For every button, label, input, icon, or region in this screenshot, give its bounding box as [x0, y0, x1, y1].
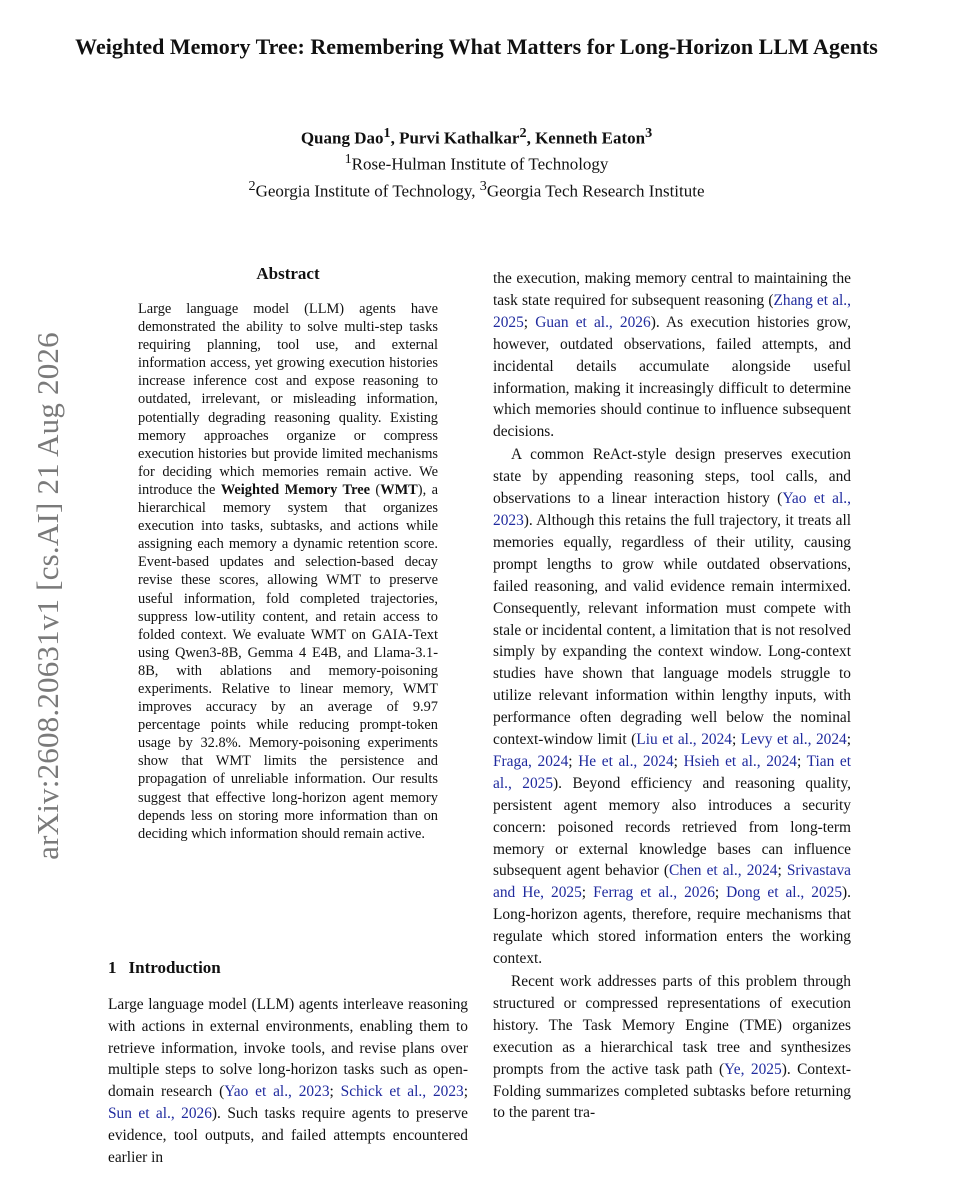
- text-run: ;: [673, 752, 684, 770]
- text-run: ). Long-horizon agents, therefore, require mechanisms that regulate which stored information enters the working context.: [493, 884, 852, 968]
- text-run: A common ReAct-style design preserves execution state by appending reasoning steps, tool calls, and observations to a linear interaction history (: [493, 446, 851, 508]
- text-run: ;: [777, 862, 787, 880]
- citation-link[interactable]: Yao et al., 2023: [224, 1083, 330, 1101]
- citation-link[interactable]: Zhang et al., 2025: [493, 291, 851, 331]
- citation-link[interactable]: Ferrag et al., 2026: [593, 884, 715, 902]
- author-affiliation-marker: 2: [519, 125, 527, 141]
- affiliation-line: [60, 150, 893, 176]
- text-run: ;: [714, 884, 727, 902]
- affiliation-marker: 2: [248, 177, 256, 194]
- body-paragraph: [493, 268, 851, 443]
- citation-link[interactable]: Guan et al., 2026: [535, 313, 651, 331]
- affiliation-text: Georgia Institute of Technology,: [255, 181, 480, 201]
- text-run: ). As execution histories grow, however, outdated observations, failed attempts, and incidental details accumulate alongside useful information, making it increasingly difficult to determine which memories should continue to influence subsequent decisions.: [493, 313, 851, 441]
- affiliation-text: Georgia Tech Research Institute: [486, 181, 705, 201]
- text-run: ;: [731, 731, 741, 749]
- text-run: Recent work addresses parts of this problem through structured or compressed representations of execution history. The Task Memory Engine (TME) organizes execution as a hierarchical task tree and synthesizes prompts from the active task path (: [493, 973, 851, 1078]
- text-run: ;: [463, 1083, 469, 1101]
- introduction-paragraph: [108, 994, 468, 1168]
- author-name: Quang Dao: [300, 128, 384, 148]
- text-run: Large language model (LLM) agents interleave reasoning with actions in external environments, enabling them to retrieve information, invoke tools, and revise plans over multiple steps to solve long-horizon tasks such as open-domain research (: [108, 996, 468, 1101]
- text-run: ). Such tasks require agents to preserve evidence, tool outputs, and failed attempts encountered earlier in: [108, 1104, 468, 1166]
- affiliation-text: Rose-Hulman Institute of Technology: [351, 154, 609, 174]
- section-title: Introduction: [128, 958, 221, 977]
- introduction-section: [108, 958, 468, 1168]
- author-name: Kenneth Eaton: [535, 128, 646, 148]
- author-block: [60, 124, 893, 203]
- citation-link[interactable]: Ye, 2025: [724, 1060, 782, 1078]
- arxiv-identifier-stamp: arXiv:2608.20631v1 [cs.AI] 21 Aug 2026: [30, 332, 65, 860]
- abstract-text: [138, 300, 438, 843]
- author-affiliation-marker: 3: [645, 125, 653, 141]
- citation-link[interactable]: Yao et al., 2023: [493, 490, 851, 529]
- abstract-heading: Abstract: [256, 264, 320, 283]
- abstract-section: [138, 264, 438, 843]
- text-run: ;: [797, 752, 807, 770]
- citation-link[interactable]: Dong et al., 2025: [726, 884, 843, 902]
- text-run: ). Beyond efficiency and reasoning quality, persistent agent memory also introduces a security concern: poisoned records retrieved from long-term memory or external knowledge bases can influence subsequent agent behavior (: [493, 774, 851, 880]
- citation-link[interactable]: Tian et al., 2025: [493, 752, 852, 792]
- citation-link[interactable]: He et al., 2024: [578, 752, 674, 770]
- body-paragraph: [493, 971, 851, 1124]
- text-run: ), a hierarchical memory system that organizes execution into tasks, subtasks, and actions while assigning each memory a dynamic retention score. Event-based updates and selection-based decay revise these scores, allowing WMT to preserve useful information, fold completed trajectories, suppress low-utility content, and retain access to folded context. We evaluate WMT on GAIA-Text using Qwen3-8B, Gemma 4 E4B, and Llama-3.1-8B, with ablations and memory-poisoning experiments. Relative to linear memory, WMT improves accuracy by an average of 9.97 percentage points while reducing prompt-token usage by 32.8%. Memory-poisoning experiments show that WMT limits the persistence and propagation of unreliable information. Our results suggest that effective long-horizon agent memory depends less on storing more information than on deciding which information should remain active.: [138, 481, 438, 842]
- paper-title: Weighted Memory Tree: Remembering What Matters for Long-Horizon LLM Agents: [75, 34, 878, 59]
- right-column: [493, 268, 851, 1125]
- text-run: (: [369, 481, 381, 498]
- citation-link[interactable]: Levy et al., 2024: [740, 731, 847, 749]
- bold-term: Weighted Memory Tree: [220, 481, 370, 498]
- citation-link[interactable]: Chen et al., 2024: [669, 862, 778, 880]
- text-run: ). Context-Folding summarizes completed subtasks before returning to the parent tra-: [493, 1060, 851, 1122]
- author-names: Quang Dao$^1$, Purvi Kathalkar$^2$, Kenneth Eaton$^3$: [300, 125, 653, 148]
- citation-link[interactable]: Hsieh et al., 2024: [683, 752, 797, 770]
- citation-link[interactable]: Sun et al., 2026: [108, 1104, 212, 1122]
- text-run: ). Although this retains the full trajectory, it treats all memories equally, regardless of their utility, causing prompt lengths to grow while outdated observations, failed reasoning, and valid evidence remain intermixed. Consequently, relevant information must compete with stale or incidental content, a limitation that is not resolved simply by expanding the context window. Long-context studies have shown that language models struggle to utilize relevant information within lengthy inputs, with performance often degrading well below the nominal context-window limit (: [493, 511, 851, 749]
- citation-link[interactable]: Fraga, 2024: [493, 752, 569, 770]
- citation-link[interactable]: Srivastava and He, 2025: [493, 862, 851, 902]
- author-affiliation-marker: 1: [383, 125, 391, 141]
- affiliation-marker: 1: [344, 151, 352, 168]
- text-run: ;: [329, 1083, 341, 1101]
- text-run: Large language model (LLM) agents have demonstrated the ability to solve multi-step tasks requiring planning, tool use, and external information access, yet growing execution histories increase inference cost and expose reasoning to outdated, irrelevant, or misleading information, potentially degrading reasoning quality. Existing memory approaches organize or compress execution histories but provide limited mechanisms for deciding which memories remain active. We introduce the: [138, 301, 438, 498]
- text-run: the execution, making memory central to maintaining the task state required for subsequent reasoning (: [493, 270, 851, 309]
- text-run: ;: [568, 752, 579, 770]
- citation-link[interactable]: Schick et al., 2023: [340, 1083, 464, 1101]
- author-name: Purvi Kathalkar: [399, 128, 520, 148]
- text-run: ;: [581, 884, 594, 902]
- text-run: ;: [523, 313, 536, 331]
- citation-link[interactable]: Liu et al., 2024: [636, 731, 732, 749]
- text-run: ;: [846, 731, 852, 749]
- bold-term: WMT: [380, 481, 418, 498]
- section-number: 1: [108, 958, 117, 977]
- section-heading: [108, 958, 468, 978]
- affiliation-marker: 3: [479, 177, 487, 194]
- body-paragraph: [493, 444, 851, 970]
- affiliation-line: [60, 177, 893, 203]
